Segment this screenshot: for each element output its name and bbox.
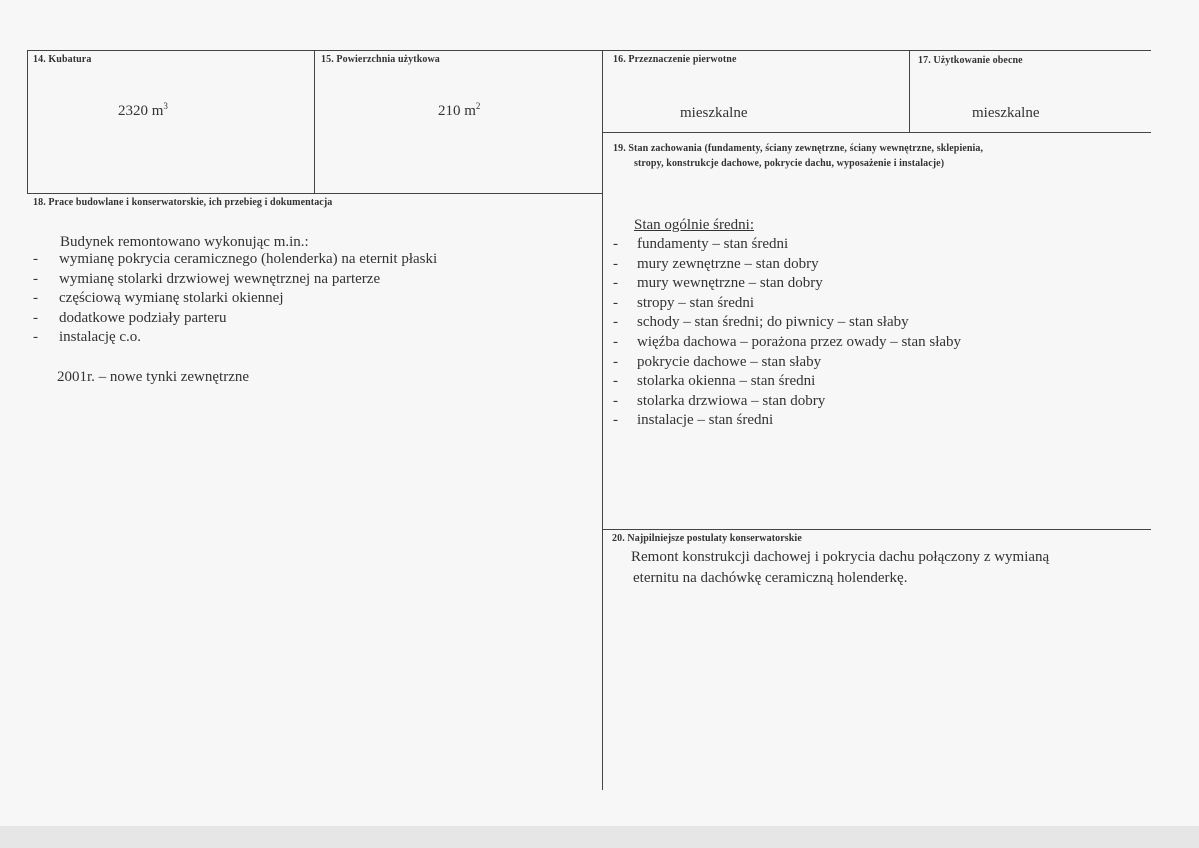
divider-14-15 — [314, 50, 315, 194]
section-19-header-line2: stropy, konstrukcje dachowe, pokrycie dachu, wyposażenie i instalacje) — [634, 158, 945, 169]
rule-above-20 — [602, 529, 1151, 530]
section-19-list-item: więźba dachowa – porażona przez owady – stan słaby — [637, 334, 962, 350]
section-15-header: 15. Powierzchnia użytkowa — [321, 54, 440, 65]
section-19-list-marker: - — [613, 353, 618, 370]
section-19-list-marker: - — [613, 255, 618, 272]
section-18-list-item: instalację c.o. — [59, 329, 142, 346]
section-18-list-marker: - — [33, 309, 38, 326]
section-19-list-item: fundamenty – stan średni — [637, 236, 789, 252]
section-18-list-item: częściową wymianę stolarki okiennej — [59, 290, 284, 307]
section-18-list-marker: - — [33, 270, 38, 287]
section-16-value: mieszkalne — [680, 105, 748, 121]
section-19-list-item: schody – stan średni; do piwnicy – stan słaby — [637, 314, 909, 331]
section-18-list-marker: - — [33, 290, 38, 307]
section-20-line1: Remont konstrukcji dachowej i pokrycia dachu połączony z wymianą — [631, 549, 1050, 565]
section-19-list-marker: - — [613, 294, 618, 311]
section-19-list-marker: - — [613, 392, 618, 409]
top-rule — [27, 50, 1151, 51]
section-19-list-marker: - — [613, 236, 618, 252]
section-19-list-marker: - — [613, 412, 618, 429]
section-17-value: mieszkalne — [972, 105, 1040, 121]
section-19-list-item: mury zewnętrzne – stan dobry — [637, 255, 819, 272]
section-19-header-line1: 19. Stan zachowania (fundamenty, ściany zewnętrzne, ściany wewnętrzne, sklepienia, — [613, 143, 984, 154]
section-19-list-marker: - — [613, 314, 618, 331]
section-19-list-marker: - — [613, 334, 618, 350]
section-19-list-marker: - — [613, 275, 618, 292]
section-19-list-marker: - — [613, 373, 618, 390]
section-19-list-item: stolarka okienna – stan średni — [637, 373, 816, 390]
section-14-header: 14. Kubatura — [33, 54, 92, 65]
section-18-list-item: wymianę pokrycia ceramicznego (holenderka) na eternit płaski — [59, 251, 438, 267]
section-20-header: 20. Najpilniejsze postulaty konserwatorskie — [612, 533, 802, 544]
section-18-header: 18. Prace budowlane i konserwatorskie, ich przebieg i dokumentacja — [33, 197, 333, 208]
section-16-header: 16. Przeznaczenie pierwotne — [613, 54, 737, 65]
section-18-list-marker: - — [33, 329, 38, 346]
rule-below-16-17 — [602, 132, 1151, 133]
page-edge — [0, 826, 1199, 848]
section-18-list-marker: - — [33, 251, 38, 267]
rule-above-18 — [27, 193, 602, 194]
section-18-list-item: wymianę stolarki drzwiowej wewnętrznej na parterze — [59, 270, 381, 287]
center-rule — [602, 50, 603, 790]
divider-16-17 — [909, 50, 910, 132]
section-19-list-item: stolarka drzwiowa – stan dobry — [637, 392, 826, 409]
section-19-list-item: instalacje – stan średni — [637, 412, 774, 429]
section-18-list-item: dodatkowe podziały parteru — [59, 309, 227, 326]
section-17-header: 17. Użytkowanie obecne — [918, 55, 1023, 66]
section-20-line2: eternitu na dachówkę ceramiczną holenderkę. — [633, 570, 908, 586]
section-18-note: 2001r. – nowe tynki zewnętrzne — [57, 369, 250, 385]
left-rule — [27, 50, 28, 194]
section-19-list-item: stropy – stan średni — [637, 294, 755, 311]
section-15-value: 210 $m^2$ — [438, 101, 481, 119]
section-14-value: 2320 $m^3$ — [118, 101, 168, 119]
section-19-list-item: mury wewnętrzne – stan dobry — [637, 275, 823, 292]
section-19-list-item: pokrycie dachowe – stan słaby — [637, 353, 822, 370]
section-18-intro: Budynek remontowano wykonując m.in.: — [60, 234, 309, 250]
section-19-summary: Stan ogólnie średni: — [634, 217, 754, 233]
